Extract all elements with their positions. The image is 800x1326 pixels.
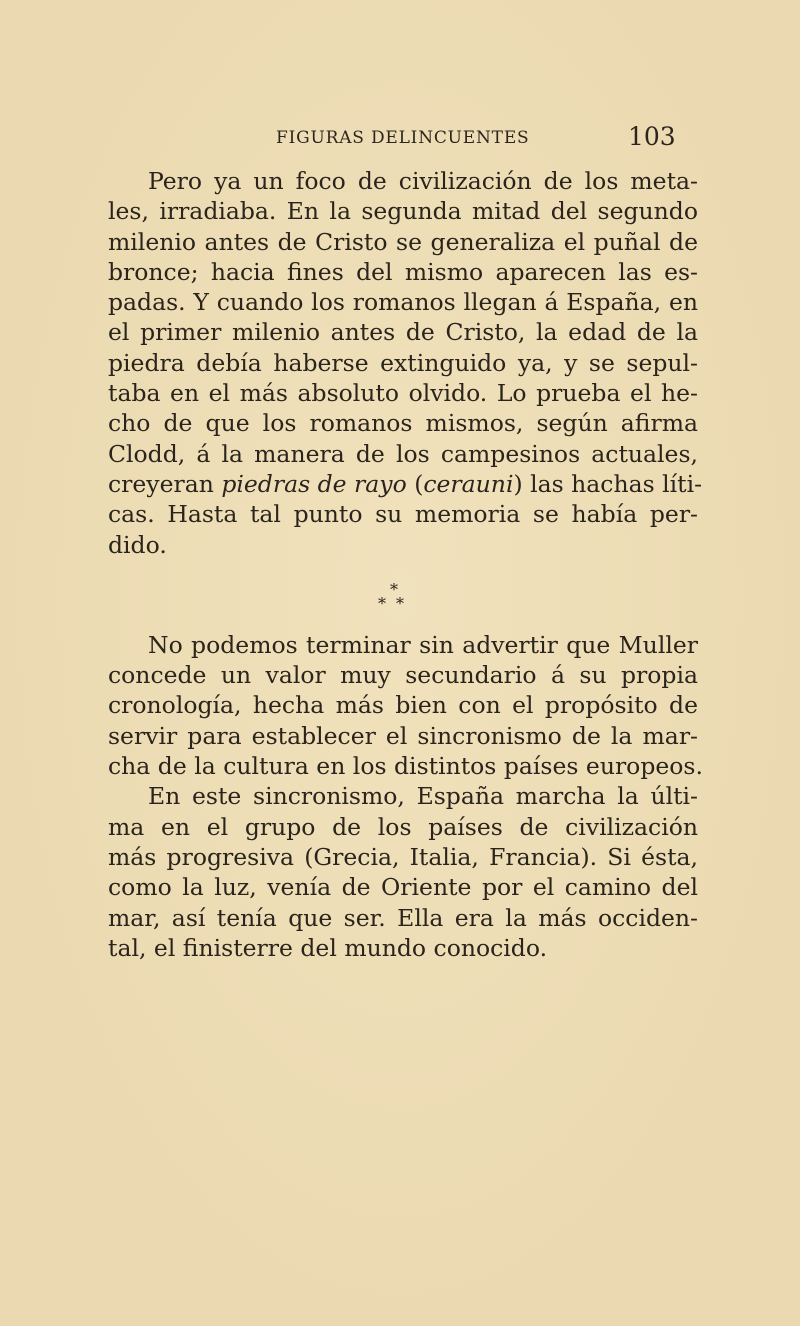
running-head: FIGURAS DELINCUENTES <box>276 128 530 148</box>
text-line: cronología, hecha más bien con el propósito de <box>108 691 698 720</box>
text-line: ma en el grupo de los países de civilización <box>108 812 698 841</box>
text-line: cho de que los romanos mismos, según afirma <box>108 409 698 438</box>
text-line: cha de la cultura en los distintos países europeos. <box>108 752 703 781</box>
text-line: servir para establecer el sincronismo de la mar- <box>108 721 698 750</box>
text-segment: ( <box>406 469 424 498</box>
text-line: Clodd, á la manera de los campesinos actuales, <box>108 439 698 468</box>
text-line: les, irradiaba. En la segunda mitad del segundo <box>108 197 698 226</box>
italic-term-piedras-de-rayo: piedras de rayo <box>221 469 407 498</box>
text-line: como la luz, venía de Oriente por el camino del <box>108 873 698 902</box>
page-header <box>0 118 800 158</box>
text-segment: creyeran <box>108 469 222 498</box>
italic-term-cerauni: cerauni <box>423 469 514 498</box>
paragraph-1 <box>108 166 703 560</box>
text-line-with-italics <box>108 469 703 499</box>
text-line: más progresiva (Grecia, Italia, Francia). Si ésta, <box>108 842 698 871</box>
page-number: 103 <box>628 122 676 151</box>
text-line: piedra debía haberse extinguido ya, y se sepul- <box>108 348 698 377</box>
text-line: Pero ya un foco de civilización de los meta- <box>148 167 698 195</box>
text-line: mar, así tenía que ser. Ella era la más occiden- <box>108 903 698 932</box>
page-body <box>108 166 703 963</box>
asterism-bottom: ** <box>378 593 414 613</box>
text-line: concede un valor muy secundario á su propia <box>108 661 698 690</box>
asterism-top: * <box>390 579 398 599</box>
asterism-separator <box>108 568 698 628</box>
text-line: En este sincronismo, España marcha la últi- <box>148 782 698 811</box>
text-line: milenio antes de Cristo se generaliza el puñal de <box>108 227 698 256</box>
text-line: dido. <box>108 530 167 559</box>
paragraph-3 <box>108 781 698 963</box>
text-line: padas. Y cuando los romanos llegan á España, en <box>108 288 698 317</box>
text-segment: ) las hachas líti- <box>513 469 703 498</box>
text-line: No podemos terminar sin advertir que Muller <box>148 630 698 659</box>
text-line: el primer milenio antes de Cristo, la edad de la <box>108 318 698 347</box>
text-line: taba en el más absoluto olvido. Lo prueba el he- <box>108 379 698 408</box>
text-line: tal, el finisterre del mundo conocido. <box>108 933 548 962</box>
paragraph-2 <box>108 630 703 781</box>
text-line: bronce; hacia fines del mismo aparecen las es- <box>108 257 698 286</box>
text-line: cas. Hasta tal punto su memoria se había per- <box>108 500 698 529</box>
